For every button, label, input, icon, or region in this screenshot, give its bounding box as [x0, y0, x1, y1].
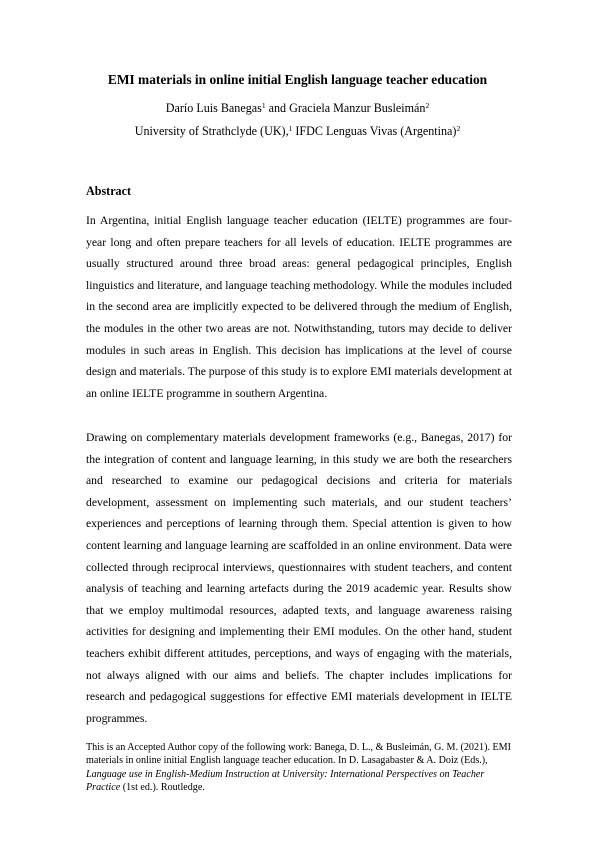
abstract-paragraph-1: In Argentina, initial English language teacher education (IELTE) programmes are four-year long and often prepare teachers for all levels of education. IELTE programmes are usually structured around three broad areas: general pedagogical principles, English linguistics and literature, and language teaching methodology. While the modules included in the second area are implicitly expected to be delivered through the medium of English, the modules in the other two areas are not. Notwithstanding, tutors may decide to deliver modules in such areas in English. This decision has implications at the level of course design and materials. The purpose of this study is to explore EMI materials development at an online IELTE programme in southern Argentina.: [86, 214, 512, 400]
affiliation-2-marker: 2: [456, 124, 461, 133]
author-1-name: Darío Luis Banegas: [165, 101, 262, 115]
paper-title: EMI materials in online initial English language teacher education: [107, 72, 488, 87]
author-2-affil-marker: 2: [425, 101, 430, 110]
affiliation-line: [0, 124, 595, 139]
abstract-heading: Abstract: [86, 184, 132, 198]
footnote-text: This is an Accepted Author copy of the following work: Banega, D. L., & Busleimán, G. M. (2021). EMI materials in online initial English language teacher education. In D. Lasagabaster & A. Doiz (Eds.),: [86, 742, 511, 767]
author-line: [0, 101, 595, 116]
footnote-edition: (1st ed.). Routledge.: [120, 782, 205, 794]
affiliation-1: University of Strathclyde (UK),: [134, 124, 289, 138]
affiliation-1-marker: 1: [288, 124, 293, 133]
affiliation-2: IFDC Lenguas Vivas (Argentina): [292, 124, 457, 138]
author-2-name: Graciela Manzur Busleimán: [289, 101, 426, 115]
abstract-paragraph-2: Drawing on complementary materials development frameworks (e.g., Banegas, 2017) for the integration of content and language learning, in this study we are both the researchers and researched to examine our pedagogical decisions and criteria for materials development, assessment on implementing such materials, and our student teachers’ experiences and perceptions of learning through them. Special attention is given to how content learning and language learning are scaffolded in an online environment. Data were collected through reciprocal interviews, questionnaires with student teachers, and content analysis of teaching and learning artefacts during the 2019 academic year. Results show that we employ multimodal resources, adapted texts, and language awareness raising activities for designing and implementing their EMI modules. On the other hand, student teachers exhibit different attitudes, perceptions, and ways of engaging with the materials, not always aligned with our aims and beliefs. The chapter includes implications for research and pedagogical suggestions for effective EMI materials development in IELTE programmes.: [86, 431, 512, 725]
citation-footnote: [86, 741, 512, 795]
footnote-book-title: Language use in English-Medium Instruction at University: International Perspectives on Teacher Practice: [86, 768, 485, 794]
author-1-affil-marker: 1: [261, 101, 266, 110]
author-connector: and: [265, 101, 290, 115]
